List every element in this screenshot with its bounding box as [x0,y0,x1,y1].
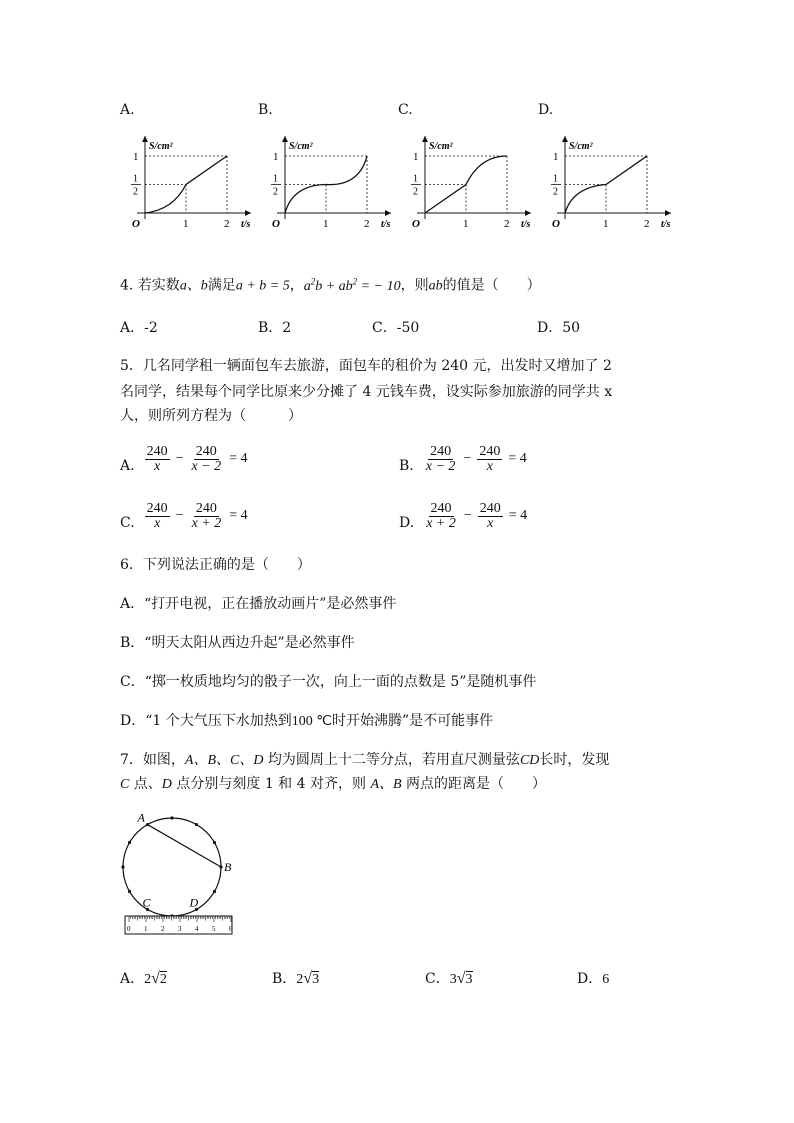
graph-a-ylabel: S/cm² [149,141,173,152]
graph-a-xlabel: t/s [241,219,251,230]
graph-c-ytick-half-num: 1 [413,173,418,185]
q7-option-d: D．6 [577,971,610,987]
graph-c-ytick-1: 1 [413,151,419,163]
graph-b-ytick-half-num: 1 [273,173,278,185]
graph-c-xtick-2: 2 [504,218,510,230]
graph-b-ytick-1: 1 [273,151,279,163]
graph-b-xlabel: t/s [381,219,391,230]
graph-b-xtick-1: 1 [323,218,329,230]
option-b-label: B. [258,102,273,118]
graph-b-xtick-2: 2 [364,218,370,230]
graph-d-xtick-1: 1 [603,218,609,230]
q7-label-b: B [224,860,232,874]
q5-stem-line1: 5．几名同学租一辆面包车去旅游，面包车的租价为 240 元，出发时又增加了 2 [120,358,612,374]
q4-option-d: D．50 [537,320,581,336]
q7-division-point [128,841,131,844]
graph-b-ylabel: S/cm² [289,141,313,152]
q7-option-b: B．2√3 [272,970,320,987]
q7-chord-ab [148,825,222,867]
q6-stem: 6．下列说法正确的是（ ） [120,557,311,573]
q4-option-c: C．-50 [372,320,420,336]
option-d-label: D. [538,102,554,118]
q5-stem-line2: 名同学，结果每个同学比原来少分摊了 4 元钱车费，设实际参加旅游的同学共 x [120,384,613,400]
q6-option-d: D．“1 个大气压下水加热到100 ℃时开始沸腾”是不可能事件 [120,713,494,729]
graph-b-ytick-half-den: 2 [273,186,278,198]
option-c-label: C. [398,102,413,118]
q7-label-d: D [189,895,199,910]
option-a-label: A. [120,102,135,118]
q5-option-d: D. $\frac{240}{x + 2}$ − $\frac{240}{x}$ = 4 [399,500,528,531]
graph-c-origin: O [412,218,420,230]
q7-circle [123,818,221,916]
q7-ruler-label: 1 [144,925,148,933]
q7-label-a: A [137,812,145,825]
q6-option-b: B．“明天太阳从西边升起”是必然事件 [120,635,355,651]
q7-stem-line1: 7．如图，A、B、C、D 均为圆周上十二等分点，若用直尺测量弦CD长时，发现 [120,752,610,768]
q4-option-a: A．-2 [120,320,158,336]
q3-graphs [120,128,680,238]
graph-c-ylabel: S/cm² [429,141,453,152]
graph-a-ytick-half-num: 1 [133,173,138,185]
graph-a-ytick-1: 1 [133,151,139,163]
q7-division-point [213,890,216,893]
q7-ruler-label: 2 [161,925,165,933]
graph-d-ytick-1: 1 [553,151,559,163]
q7-ruler-label: 5 [212,925,216,933]
q5-option-a: A. $\frac{240}{x}$ − $\frac{240}{x - 2}$ = 4 [120,443,248,474]
q4-option-b: B．2 [258,320,292,336]
q7-stem-line2: C 点、D 点分别与刻度 1 和 4 对齐，则 A、B 两点的距离是（ ） [120,776,546,792]
graph-c-xtick-1: 1 [463,218,469,230]
q5-stem-line3: 人，则所列方程为（ ） [120,408,302,424]
graph-a-ytick-half-den: 2 [133,186,138,198]
q6-option-c: C．“掷一枚质地均匀的骰子一次，向上一面的点数是 5”是随机事件 [120,674,537,690]
q7-ruler-label: 6 [229,925,233,933]
graph-d-origin: O [552,218,560,230]
graph-c-xlabel: t/s [521,219,531,230]
graph-d-ytick-half-den: 2 [553,186,558,198]
q6-option-a: A．“打开电视，正在播放动画片”是必然事件 [120,596,397,612]
graph-d-xlabel: t/s [661,219,671,230]
q5-option-b: B. $\frac{240}{x - 2}$ − $\frac{240}{x}$ = 4 [399,443,527,474]
q7-division-point [121,865,124,868]
q7-option-c: C．3√3 [425,970,473,987]
q7-circle-ruler-figure [110,812,245,942]
q4-stem: 4. 若实数a、b满足a + b = 5，$a^2b + ab^2$ = − 10，则ab的值是（ ） [120,276,541,294]
graph-a-xtick-2: 2 [224,218,230,230]
q7-ruler-label: 3 [178,925,182,933]
q7-ruler-label: 0 [127,925,131,933]
graph-d-ytick-half-num: 1 [553,173,558,185]
q7-division-point [213,841,216,844]
graph-b-origin: O [272,218,280,230]
q7-option-a: A．2√2 [120,970,167,987]
q7-label-c: C [142,895,151,910]
graph-d-ylabel: S/cm² [569,141,593,152]
graph-a-xtick-1: 1 [183,218,189,230]
graph-d-xtick-2: 2 [644,218,650,230]
q7-ruler-label: 4 [195,925,199,933]
graph-a-origin: O [132,218,140,230]
q7-division-point [170,816,173,819]
q7-division-point [128,890,131,893]
q5-option-c: C. $\frac{240}{x}$ − $\frac{240}{x + 2}$ = 4 [120,500,248,531]
graph-c-ytick-half-den: 2 [413,186,418,198]
q7-division-point [195,823,198,826]
